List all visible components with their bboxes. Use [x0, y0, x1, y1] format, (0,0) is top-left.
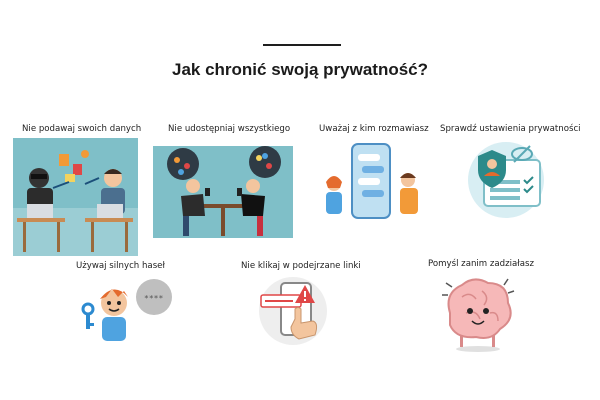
chat-phone-illustration [318, 142, 424, 224]
title-rule [263, 44, 341, 46]
privacy-settings-illustration [458, 140, 554, 220]
thinking-brain-illustration [436, 273, 520, 355]
hacker-at-laptops-illustration [13, 138, 138, 256]
tip-caption-7: Pomyśl zanim zadziałasz [428, 259, 534, 269]
page-title: Jak chronić swoją prywatność? [171, 60, 429, 79]
tip-caption-6: Nie klikaj w podejrzane linki [241, 261, 361, 271]
tip-caption-4: Sprawdź ustawienia prywatności [440, 124, 581, 134]
tip-caption-3: Uważaj z kim rozmawiasz [319, 124, 429, 134]
password-key-illustration [80, 275, 180, 347]
tip-caption-1: Nie podawaj swoich danych [22, 124, 142, 134]
suspicious-link-illustration [255, 275, 331, 347]
svg-text:****: **** [144, 294, 164, 303]
tip-caption-5: Używaj silnych haseł [76, 261, 165, 271]
tip-caption-2: Nie udostępniaj wszystkiego [168, 124, 291, 134]
couple-with-phones-illustration [153, 146, 293, 238]
